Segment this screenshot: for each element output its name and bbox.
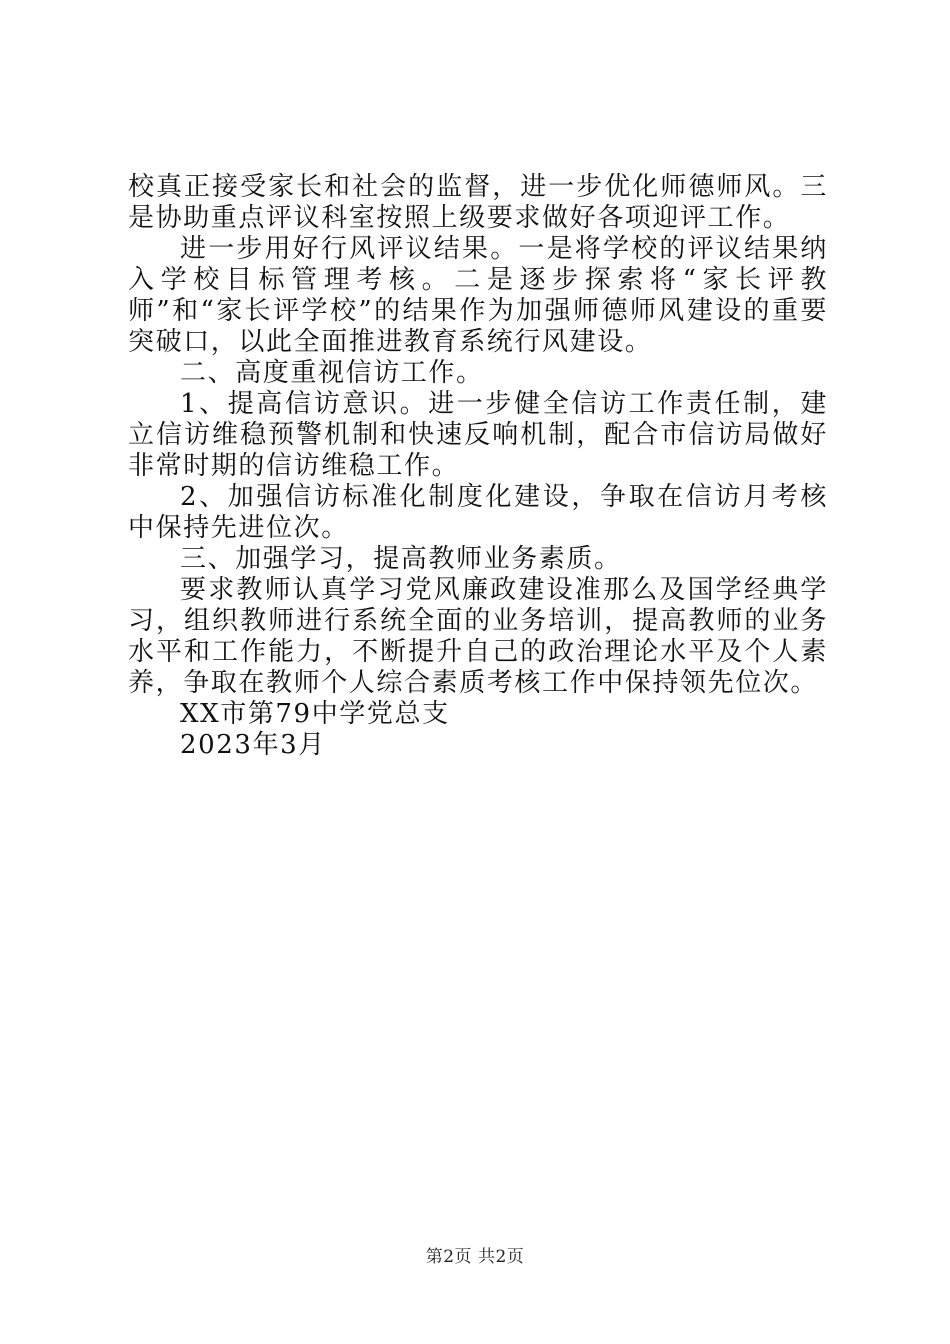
paragraph-petition-awareness: 1、提高信访意识。进一步健全信访工作责任制，建立信访维稳预警机制和快速反响机制，配合市信访局做好非常时期的信访维稳工作。 xyxy=(128,389,828,481)
document-body xyxy=(128,172,828,761)
paragraph-continued-supervision: 校真正接受家长和社会的监督，进一步优化师德师风。三是协助重点评议科室按照上级要求做好各项迎评工作。 xyxy=(128,172,828,233)
signature-organization: XX市第79中学党总支 xyxy=(180,699,450,729)
page-number-footer: 第2页 共2页 xyxy=(425,1247,525,1267)
paragraph-petition-standardization: 2、加强信访标准化制度化建设，争取在信访月考核中保持先进位次。 xyxy=(128,482,828,543)
paragraph-evaluation-results: 进一步用好行风评议结果。一是将学校的评议结果纳入学校目标管理考核。二是逐步探索将“家长评教师”和“家长评学校”的结果作为加强师德师风建设的重要突破口，以此全面推进教育系统行风建设。 xyxy=(128,234,828,357)
signature-date: 2023年3月 xyxy=(180,730,326,760)
section-heading-learning: 三、加强学习，提高教师业务素质。 xyxy=(180,544,622,574)
section-heading-petition-work: 二、高度重视信访工作。 xyxy=(180,358,484,388)
paragraph-teacher-training: 要求教师认真学习党风廉政建设准那么及国学经典学习，组织教师进行系统全面的业务培训，提高教师的业务水平和工作能力，不断提升自己的政治理论水平及个人素养，争取在教师个人综合素质考核工作中保持领先位次。 xyxy=(128,575,828,698)
